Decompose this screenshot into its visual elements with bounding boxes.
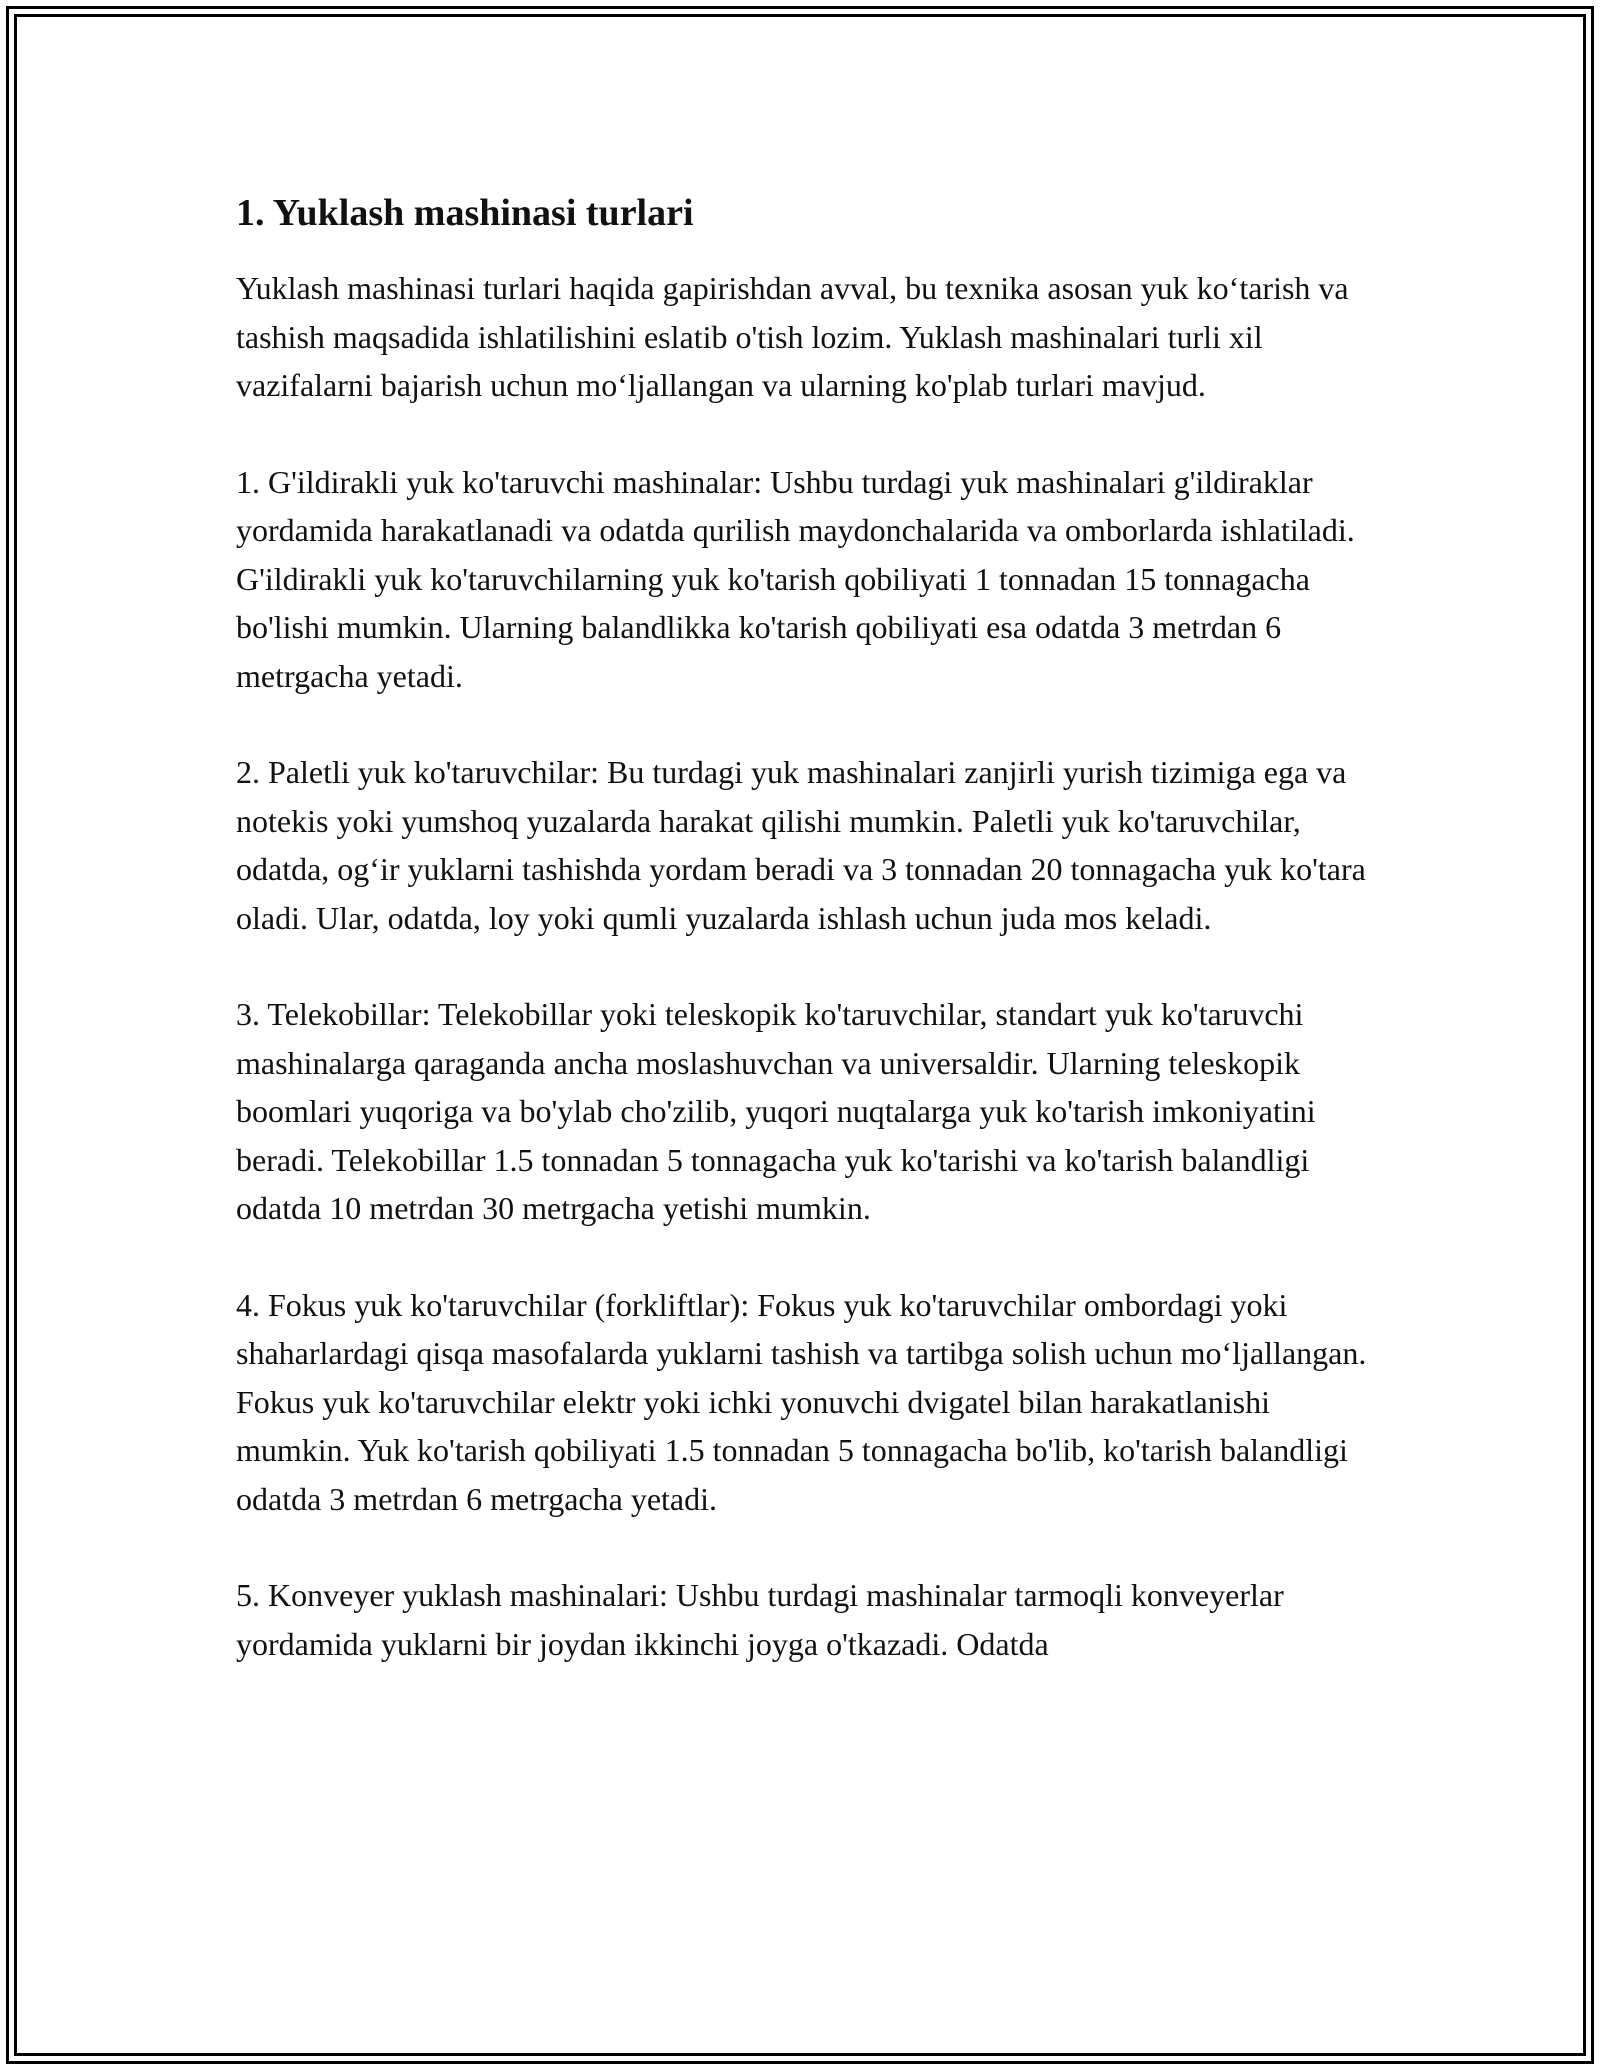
document-body [236,186,1376,1716]
paragraph-conveyor-loaders: 5. Konveyer yuklash mashinalari: Ushbu turdagi mashinalar tarmoqli konveyerlar yordamida yuklarni bir joydan ikkinchi joyga o'tkazadi. Odatda [236,1577,1284,1662]
intro-paragraph: Yuklash mashinasi turlari haqida gapirishdan avval, bu texnika asosan yuk ko‘tarish va tashish maqsadida ishlatilishini eslatib o'tish lozim. Yuklash mashinalari turli xil vazifalarni bajarish uchun mo‘ljallangan va ularning ko'plab turlari mavjud. [236,270,1349,403]
paragraph-tracked-loaders: 2. Paletli yuk ko'taruvchilar: Bu turdagi yuk mashinalari zanjirli yurish tizimiga ega va notekis yoki yumshoq yuzalarda harakat qilishi mumkin. Paletli yuk ko'taruvchilar, odatda, og‘ir yuklarni tashishda yordam beradi va 3 tonnadan 20 tonnagacha yuk ko'tara oladi. Ular, odatda, loy yoki qumli yuzalarda ishlash uchun juda mos keladi. [236,754,1366,936]
paragraph-wheeled-loaders: 1. G'ildirakli yuk ko'taruvchi mashinalar: Ushbu turdagi yuk mashinalari g'ildiraklar yordamida harakatlanadi va odatda qurilish maydonchalarida va omborlarda ishlatiladi. G'ildirakli yuk ko'taruvchilarning yuk ko'tarish qobiliyati 1 tonnadan 15 tonnagacha bo'lishi mumkin. Ularning balandlikka ko'tarish qobiliyati esa odatda 3 metrdan 6 metrgacha yetadi. [236,463,1355,694]
paragraph-telehandlers: 3. Telekobillar: Telekobillar yoki teleskopik ko'taruvchilar, standart yuk ko'taruvchi mashinalarga qaraganda ancha moslashuvchan va universaldir. Ularning teleskopik boomlari yuqoriga va bo'ylab cho'zilib, yuqori nuqtalarga yuk ko'tarish imkoniyatini beradi. Telekobillar 1.5 tonnadan 5 tonnagacha yuk ko'tarishi va ko'tarish balandligi odatda 10 metrdan 30 metrgacha yetishi mumkin. [236,996,1316,1226]
section-heading: 1. Yuklash mashinasi turlari [236,192,694,234]
paragraph-forklifts: 4. Fokus yuk ko'taruvchilar (forkliftlar): Fokus yuk ko'taruvchilar ombordagi yoki shaharlardagi qisqa masofalarda yuklarni tashish va tartibga solish uchun mo‘ljallangan. Fokus yuk ko'taruvchilar elektr yoki ichki yonuvchi dvigatel bilan harakatlanishi mumkin. Yuk ko'tarish qobiliyati 1.5 tonnadan 5 tonnagacha bo'lib, ko'tarish balandligi odatda 3 metrdan 6 metrgacha yetadi. [236,1286,1367,1517]
